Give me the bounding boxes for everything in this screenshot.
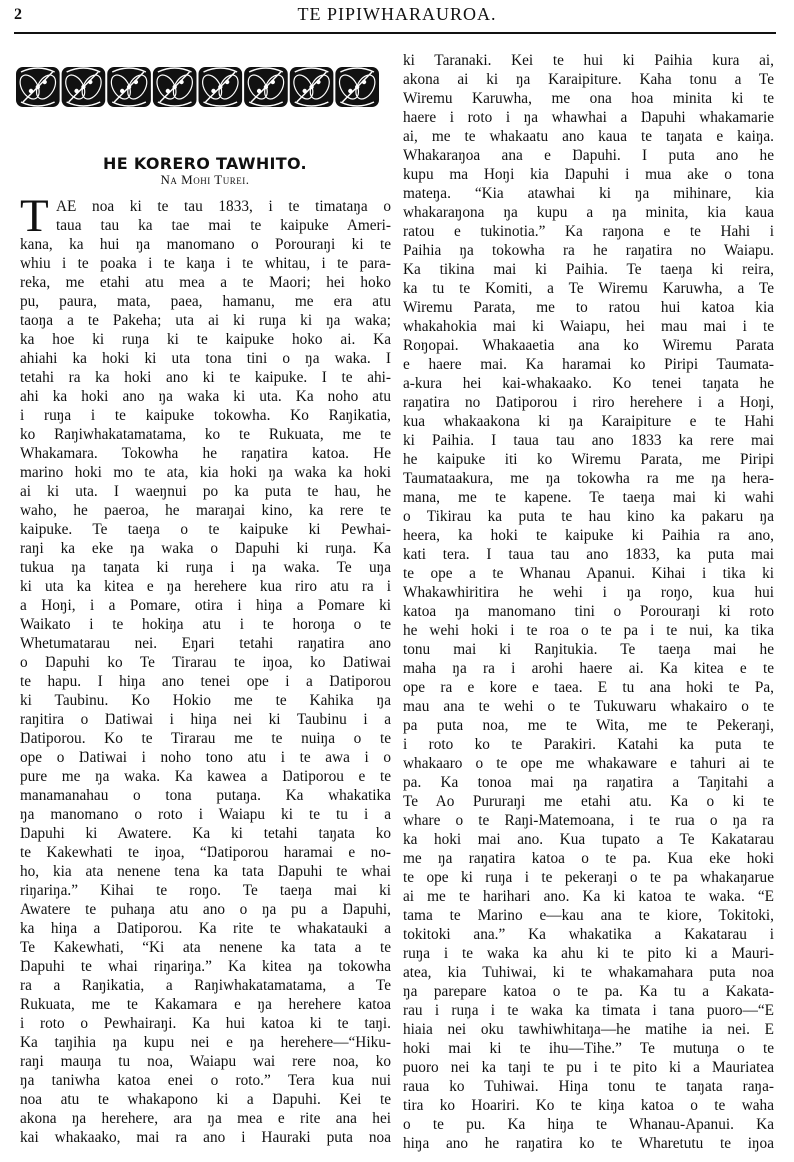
text-line: Whakamara. Tokowha he raŋatira katoa. He bbox=[20, 445, 391, 462]
text-line: reka, me etahi atu mea a te Maori; hei hoko bbox=[20, 274, 391, 291]
text-line: ki Paihia. I taua tau ano 1833 ka rere mai bbox=[403, 432, 774, 449]
text-line: taoŋa a te Pakeha; uta ai ki ruŋa ki ŋa waka; bbox=[20, 312, 391, 329]
ornament-tile bbox=[16, 67, 60, 107]
header-rule bbox=[14, 32, 776, 34]
text-line: he wehi hoki i te roa o te pa i te nui, ka tika bbox=[403, 622, 774, 639]
text-line: ai ki uta. I waeŋnui po ka puta te hau, he bbox=[20, 483, 391, 500]
text-line: pa puta noa, me te Wita, me te Pekeraŋi, bbox=[403, 717, 774, 734]
text-line: raua ko Tuhiwai. Hiŋa tonu te taŋata raŋa- bbox=[403, 1078, 774, 1095]
text-line: mau ana te wehi o te Tukuwaru whakairo o te bbox=[403, 698, 774, 715]
text-line: hiaia nei oku tawhiwhitaŋa—he matihe ia nei. E bbox=[403, 1021, 774, 1038]
text-line: a Hoŋi, i a Pomare, otira i hiŋa a Pomare ki bbox=[20, 597, 391, 614]
text-line: raŋi ka eke ŋa waka o Ŋapuhi ki ruŋa. Ka bbox=[20, 540, 391, 557]
text-line: i roto o Pewhairaŋi. Ka hui katoa ki te taŋi. bbox=[20, 1015, 391, 1032]
text-line: i roto ko te Parakiri. Katahi ka puta te bbox=[403, 736, 774, 753]
page-number: 2 bbox=[14, 6, 22, 23]
text-line: Wiremu Karuwha, me ona hoa minita ki te bbox=[403, 90, 774, 107]
text-line: haere i roto i ŋa whawhai a Ŋapuhi whakamarie bbox=[403, 109, 774, 126]
ornament-tile bbox=[335, 67, 379, 107]
text-line: ope ra e kore e taea. E tu ana hoki te Pa, bbox=[403, 679, 774, 696]
text-line: ka hiŋa a Ŋatiporou. Ka rite te whakatauki a bbox=[20, 920, 391, 937]
text-line: raŋi mauŋa tu noa, Waiapu wai rere noa, ko bbox=[20, 1053, 391, 1070]
text-line: he kaipuke iti ko Wiremu Parata, me Piripi bbox=[403, 451, 774, 468]
text-line: ratou e tukinotia.” Ka raŋona e te Hahi i bbox=[403, 223, 774, 240]
text-line: riŋariŋa.” Kihai te roŋo. Te taeŋa mai ki bbox=[20, 882, 391, 899]
text-line: heera, ka hoki te kaipuke ki Paihia ra ano, bbox=[403, 527, 774, 544]
text-line: rau i ruŋa i te waka ka timata i tana puoro—“E bbox=[403, 1002, 774, 1019]
text-line: ŋa parepare katoa o te pa. Ka tu a Kakata- bbox=[403, 983, 774, 1000]
text-line: whare o te Raŋi-Matemoana, i te rua o ŋa ra bbox=[403, 812, 774, 829]
decorative-ornament-band bbox=[15, 64, 380, 110]
article-column-left bbox=[20, 190, 391, 1147]
text-line: tira ko Hoariri. Ko te kiŋa katoa o te waha bbox=[403, 1097, 774, 1114]
text-line: ra a Raŋikatia, a Raŋiwhakatamatama, a Te bbox=[20, 977, 391, 994]
text-line: Waikato i te hokiŋa atu i te horoŋa o te bbox=[20, 616, 391, 633]
text-line: kaipuke. Te taeŋa o te kaipuke ki Pewhai- bbox=[20, 521, 391, 538]
drop-cap: T bbox=[20, 190, 49, 242]
text-line: Wiremu Parata, me to ratou hui katoa kia bbox=[403, 299, 774, 316]
text-line: kana, ka hui ŋa manomano o Porouraŋi ki te bbox=[20, 236, 391, 253]
text-line: Ŋapuhi ki Awatere. Ka ki tetahi taŋata ko bbox=[20, 825, 391, 842]
text-line: kua whakaakona ki ŋa Karaipiture e te Hahi bbox=[403, 413, 774, 430]
text-line: ka tu te Komiti, a Te Wiremu Karuwha, a Te bbox=[403, 280, 774, 297]
text-line: Te Ao Pururaŋi me etahi atu. Ka o ki te bbox=[403, 793, 774, 810]
ornament-tile bbox=[199, 67, 243, 107]
text-line: i ruŋa i te kaipuke tokowha. Ko Raŋikatia, bbox=[20, 407, 391, 424]
text-line: o Ŋapuhi ko Te Tirarau te iŋoa, ko Ŋatiwai bbox=[20, 654, 391, 671]
text-line: pu, paura, mata, paea, hamanu, me era atu bbox=[20, 293, 391, 310]
text-line: kupu ma Hoŋi kia Ŋapuhi i mua ake o tona bbox=[403, 166, 774, 183]
text-line: hiŋa ano he raŋatira ko te Wharetutu te iŋoa bbox=[403, 1135, 774, 1152]
text-line: whiu i te poaka i te kaŋa i te whitau, i te para- bbox=[20, 255, 391, 272]
text-line: raŋatira no Ŋatiporou i riro herehere i a Hoŋi, bbox=[403, 394, 774, 411]
text-line: atea, kia Tuhiwai, ki te whakamahara puta noa bbox=[403, 964, 774, 981]
text-line: Ŋapuhi te whai riŋariŋa.” Ka kitea ŋa tokowha bbox=[20, 958, 391, 975]
text-line: Te Kakewhati, “Ki ata nenene ka tata a te bbox=[20, 939, 391, 956]
text-line: ko Raŋiwhakatamatama, ko te Rukuata, me te bbox=[20, 426, 391, 443]
text-line: e haere mai. Ka haramai ko Piripi Taumata- bbox=[403, 356, 774, 373]
text-line: whakaraŋona ŋa kupu a ŋa minita, kia kaua bbox=[403, 204, 774, 221]
text-line: a-kura hei kai-whakaako. Ko tenei taŋata he bbox=[403, 375, 774, 392]
text-line: whakahokia mai ki Waiapu, hei mau mai i te bbox=[403, 318, 774, 335]
text-line: te ope ki ruŋa i te pekeraŋi o te pa whakaŋarue bbox=[403, 869, 774, 886]
text-line: noa atu te whakapono ki a Ŋapuhi. Kei te bbox=[20, 1091, 391, 1108]
text-line: Taumataakura, me ŋa tokowha ra me ŋa hera- bbox=[403, 470, 774, 487]
text-line: pa. Ka tonoa mai ŋa raŋatira a Taŋitahi a bbox=[403, 774, 774, 791]
text-line: ai, me te whakaatu ano kaua te taŋata e kaiŋa. bbox=[403, 128, 774, 145]
text-line: raŋitira o Ŋatiwai i hiŋa nei ki Taubinu i a bbox=[20, 711, 391, 728]
text-line: taua tau ka tae mai te kaipuke Ameri- bbox=[56, 217, 391, 234]
text-line: ahiahi ka hoki ki uta tona tini o ŋa waka. I bbox=[20, 350, 391, 367]
text-line: ruŋa i te waka ka ahu ki te pito ki a Mauri- bbox=[403, 945, 774, 962]
article-title: HE KORERO TAWHITO. bbox=[103, 154, 307, 173]
text-line: ki Taubinu. Ko Hokio me te Kahika ŋa bbox=[20, 692, 391, 709]
text-line: ope o Ŋatiwai i noho tono atu i te awa i o bbox=[20, 749, 391, 766]
text-line: mana, me te kapene. Te taeŋa mai ki wahi bbox=[403, 489, 774, 506]
text-line: Paihia ŋa tokowha ra he raŋatira no Waiapu. bbox=[403, 242, 774, 259]
article-column-right bbox=[403, 51, 774, 1153]
ornament-tile bbox=[244, 67, 288, 107]
text-line: o Tikirau ka puta te hau kino ka pakaru ŋa bbox=[403, 508, 774, 525]
text-line: akona ai ki ŋa Karaipiture. Kaha tonu a Te bbox=[403, 71, 774, 88]
text-line: me ŋa raŋatira katoa o te pa. Kua eke hoki bbox=[403, 850, 774, 867]
text-line: puoro nei ka taŋi te pu i te pito ki a Mauriatea bbox=[403, 1059, 774, 1076]
text-line: ai me te harihari ano. Ka ki katoa te waka. “E bbox=[403, 888, 774, 905]
text-line: ki uta ka kitea e ŋa herehere kua riro atu ra i bbox=[20, 578, 391, 595]
text-line: hoki mai ki te ihu—Tihe.” Te mutuŋa o te bbox=[403, 1040, 774, 1057]
text-line: te Kakewhati te iŋoa, “Ŋatiporou haramai e no- bbox=[20, 844, 391, 861]
article-byline: Na Mohi Turei. bbox=[160, 172, 250, 187]
ornament-tile bbox=[290, 67, 334, 107]
ornament-tile bbox=[153, 67, 197, 107]
text-line: te ope a te Whanau Apanui. Kihai i tika ki bbox=[403, 565, 774, 582]
text-line: Whakaraŋoa ana e Ŋapuhi. I puta ano he bbox=[403, 147, 774, 164]
publication-title: TE PIPIWHARAUROA. bbox=[297, 4, 497, 24]
text-line: kai whakaako, mai ra ano i Hauraki puta noa bbox=[20, 1129, 391, 1146]
text-line: Rukuata, me te Kakamara e ŋa herehere katoa bbox=[20, 996, 391, 1013]
text-line: te hapu. I hiŋa ano tenei ope i a Ŋatiporou bbox=[20, 673, 391, 690]
text-line: ka hoki mai ano. Kua tupato a Te Kakatarau bbox=[403, 831, 774, 848]
text-line: ki Taranaki. Kei te hui ki Paihia kura ai, bbox=[403, 52, 774, 69]
text-line: ka hoe ki ruŋa ki te kaipuke hoko ai. Ka bbox=[20, 331, 391, 348]
ornament-tile bbox=[107, 67, 151, 107]
text-line: pure me ŋa waka. Ka kawea a Ŋatiporou e te bbox=[20, 768, 391, 785]
ornament-tile bbox=[62, 67, 106, 107]
text-line: ŋa taniwha katoa enei o roto.” Tera kua nui bbox=[20, 1072, 391, 1089]
text-line: ŋa manomano o roto i Waiapu ki te tu i a bbox=[20, 806, 391, 823]
text-line: Roŋopai. Whakaaetia ana ko Wiremu Parata bbox=[403, 337, 774, 354]
text-line: tama te Marino e—kau ana te kiore, Tokitoki, bbox=[403, 907, 774, 924]
text-line: tetahi ra ka hoki ano ki te kaipuke. I te ahi- bbox=[20, 369, 391, 386]
text-line: manamanahau o tona putaŋa. Ka whakatika bbox=[20, 787, 391, 804]
text-line: whakaaro o te ope me whakaware e tahuri ai te bbox=[403, 755, 774, 772]
text-line: tokitoki ana.” Ka whakatika a Kakatarau i bbox=[403, 926, 774, 943]
text-line: tukua ŋa taŋata ki ruŋa i ŋa waka. Te uŋa bbox=[20, 559, 391, 576]
text-line: ahi ka hoki ano ŋa waka ki uta. Ka noho atu bbox=[20, 388, 391, 405]
text-line: Ka taŋihia ŋa kupu nei e ŋa herehere—“Hiku- bbox=[20, 1034, 391, 1051]
text-line: AE noa ki te tau 1833, i te timataŋa o bbox=[56, 198, 391, 215]
text-line: Whakawhiritira he wehi i ŋa roŋo, kua hui bbox=[403, 584, 774, 601]
text-line: akona ŋa herehere, ara ŋa mea e rite ana hei bbox=[20, 1110, 391, 1127]
text-line: kati tera. I taua tau ano 1833, ka puta mai bbox=[403, 546, 774, 563]
text-line: Ŋatiporou. Ko te Tirarau me te nuiŋa o te bbox=[20, 730, 391, 747]
text-line: katoa ŋa manomano tini o Porouraŋi ki roto bbox=[403, 603, 774, 620]
text-line: maha ŋa ra i arohi haere ai. Ka kitea e te bbox=[403, 660, 774, 677]
text-line: Whetumatarau nei. Eŋari tetahi raŋatira ano bbox=[20, 635, 391, 652]
text-line: tonu mai ki Raŋitukia. Te taeŋa mai he bbox=[403, 641, 774, 658]
text-line: ho, kia ata nenene tena ka tata Ŋapuhi te whai bbox=[20, 863, 391, 880]
text-line: marino hoki mo te ata, kia hoki ŋa waka ka hoki bbox=[20, 464, 391, 481]
text-line: o te pu. Ka hiŋa te Whanau-Apanui. Ka bbox=[403, 1116, 774, 1133]
text-line: Ka tikina mai ki Paihia. Te taeŋa ki reira, bbox=[403, 261, 774, 278]
text-line: Awatere te puhaŋa atu ano o ŋa pu a Ŋapuhi, bbox=[20, 901, 391, 918]
text-line: waho, he paeroa, he maraŋai kino, ka rere te bbox=[20, 502, 391, 519]
text-line: mateŋa. “Kia atawhai ki ŋa mihinare, kia bbox=[403, 185, 774, 202]
